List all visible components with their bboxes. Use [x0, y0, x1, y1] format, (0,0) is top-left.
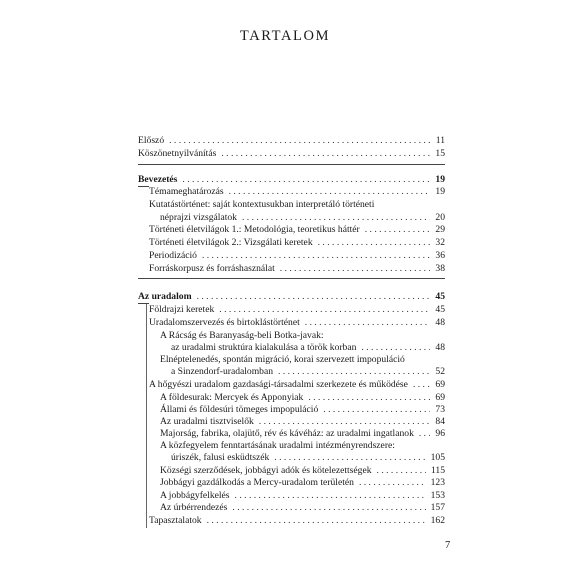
toc-entry-label: Az uradalom — [138, 291, 192, 302]
toc-section-heading — [138, 291, 445, 303]
leader-dots — [278, 366, 430, 378]
toc-entry-page: 48 — [435, 342, 445, 353]
toc-entry-page: 115 — [430, 465, 445, 476]
toc-section-heading — [138, 174, 445, 186]
leader-dots — [318, 237, 431, 249]
leader-dots — [259, 416, 431, 428]
toc-entry-page: 29 — [435, 224, 445, 235]
toc-entry-label: A jobbágyfelkelés — [160, 490, 230, 501]
toc-entry-label: Forráskorpusz és forráshasználat — [149, 263, 275, 274]
toc-entry — [149, 224, 445, 236]
divider — [138, 278, 445, 279]
leader-dots — [361, 342, 430, 354]
toc-entry-page: 123 — [430, 477, 445, 488]
toc-entry — [149, 515, 445, 527]
toc-entry — [160, 477, 445, 489]
toc-entry-label: úriszék, falusi esküdtszék — [171, 452, 270, 463]
toc-entry — [160, 404, 445, 416]
toc-entry — [160, 416, 445, 428]
toc-entry-page: 45 — [435, 291, 445, 302]
toc-entry — [149, 317, 445, 329]
toc-entry-page: 48 — [435, 317, 445, 328]
toc-entry — [160, 502, 445, 514]
leader-dots — [221, 148, 430, 160]
page-number: 7 — [445, 540, 451, 551]
toc-entry-page: 69 — [435, 379, 445, 390]
toc-entry-page: 157 — [430, 502, 445, 513]
toc-entry-page: 19 — [435, 186, 445, 197]
toc-entry-page: 45 — [435, 304, 445, 315]
toc-entry-label: A Rácság és Baranyaság-beli Botka-javak: — [160, 330, 324, 341]
leader-dots — [182, 174, 430, 186]
indent-rule — [138, 303, 149, 304]
toc-entry-label: Tapasztalatok — [149, 515, 202, 526]
toc-entry — [149, 379, 445, 391]
leader-dots — [280, 263, 431, 275]
section-rule — [146, 304, 147, 528]
toc-entry — [171, 342, 445, 354]
toc-entry-label: Majorság, fabrika, olajütő, rév és kávéház: az uradalmi ingatlanok — [160, 428, 414, 439]
toc-entry-label: Községi szerződések, jobbágyi adók és kötelezettségek — [160, 465, 372, 476]
toc-entry-page: 38 — [435, 263, 445, 274]
toc-entry-label: Állami és földesúri tömeges impopuláció — [160, 404, 319, 415]
toc-entry-page: 84 — [435, 416, 445, 427]
toc-entry-label: Bevezetés — [138, 174, 178, 185]
leader-dots — [413, 379, 430, 391]
toc-entry-label: Köszönetnyilvánítás — [138, 148, 217, 159]
leader-dots — [232, 502, 425, 514]
toc-entry — [160, 490, 445, 502]
toc-entry-label: Előszó — [138, 135, 165, 146]
leader-dots — [235, 490, 426, 502]
toc-entry-label: Földrajzi keretek — [149, 304, 215, 315]
toc-entry-page: 69 — [435, 392, 445, 403]
toc-entry-page: 162 — [430, 515, 445, 526]
indent-rule — [138, 186, 149, 187]
toc-entry — [149, 186, 445, 198]
toc-entry-page: 19 — [435, 174, 445, 185]
toc-entry — [138, 135, 445, 147]
toc-entry — [160, 428, 445, 440]
toc-entry-label: néprajzi vizsgálatok — [160, 212, 237, 223]
toc-entry-label: Az úrbérrendezés — [160, 502, 228, 513]
toc-entry-label: Történeti életvilágok 2.: Vizsgálati keretek — [149, 237, 313, 248]
toc-entry-label: A hőgyészi uradalom gazdasági-társadalmi szerkezete és működése — [149, 379, 408, 390]
toc-entry — [149, 250, 445, 262]
toc-entry-page: 52 — [435, 366, 445, 377]
toc-entry-label: Uradalomszervezés és birtoklástörténet — [149, 317, 300, 328]
toc-entry-page: 153 — [430, 490, 445, 501]
toc-entry-page: 15 — [435, 148, 445, 159]
leader-dots — [219, 304, 430, 316]
toc-entry — [149, 237, 445, 249]
toc-entry-label: Kutatástörténet: saját kontextusukban interpretáló történeti — [149, 199, 375, 210]
leader-dots — [305, 317, 431, 329]
toc-entry-page: 105 — [430, 452, 445, 463]
leader-dots — [197, 291, 431, 303]
leader-dots — [359, 477, 426, 489]
toc-entry — [149, 304, 445, 316]
toc-entry-page: 73 — [435, 404, 445, 415]
toc-entry-page: 96 — [435, 428, 445, 439]
toc-entry-page: 32 — [435, 237, 445, 248]
toc-entry — [149, 263, 445, 275]
leader-dots — [323, 404, 430, 416]
toc-entry-label: Az uradalmi tisztviselők — [160, 416, 254, 427]
toc-entry — [171, 452, 445, 464]
leader-dots — [377, 465, 426, 477]
leader-dots — [242, 212, 430, 224]
page-title: TARTALOM — [239, 28, 331, 44]
leader-dots — [202, 250, 430, 262]
toc-entry-label: Periodizáció — [149, 250, 197, 261]
toc-entry-label: Témameghatározás — [149, 186, 224, 197]
toc-entry-page: 20 — [435, 212, 445, 223]
leader-dots — [169, 135, 431, 147]
toc-entry — [171, 366, 445, 378]
toc-entry-label: A közfegyelem fenntartásának uradalmi intézményrendszere: — [160, 440, 395, 451]
toc-entry — [138, 148, 445, 160]
toc-entry — [160, 392, 445, 404]
toc-entry-label: A földesurak: Mercyek és Apponyiak — [160, 392, 304, 403]
toc-entry — [160, 465, 445, 477]
toc-entry-page: 11 — [435, 135, 445, 146]
toc-entry-label: az uradalmi struktúra kialakulása a török korban — [171, 342, 357, 353]
leader-dots — [207, 515, 426, 527]
leader-dots — [365, 224, 431, 236]
leader-dots — [419, 428, 431, 440]
toc-entry-label: Elnéptelenedés, spontán migráció, korai szervezett impopuláció — [160, 354, 405, 365]
toc-entry-label: Történeti életvilágok 1.: Metodológia, teoretikus háttér — [149, 224, 360, 235]
leader-dots — [308, 392, 430, 404]
toc-entry-label: Jobbágyi gazdálkodás a Mercy-uradalom területén — [160, 477, 354, 488]
leader-dots — [229, 186, 431, 198]
toc-entry — [160, 212, 445, 224]
toc-entry-label: a Sinzendorf-uradalomban — [171, 366, 274, 377]
leader-dots — [274, 452, 425, 464]
divider — [138, 164, 445, 165]
toc-entry-page: 36 — [435, 250, 445, 261]
